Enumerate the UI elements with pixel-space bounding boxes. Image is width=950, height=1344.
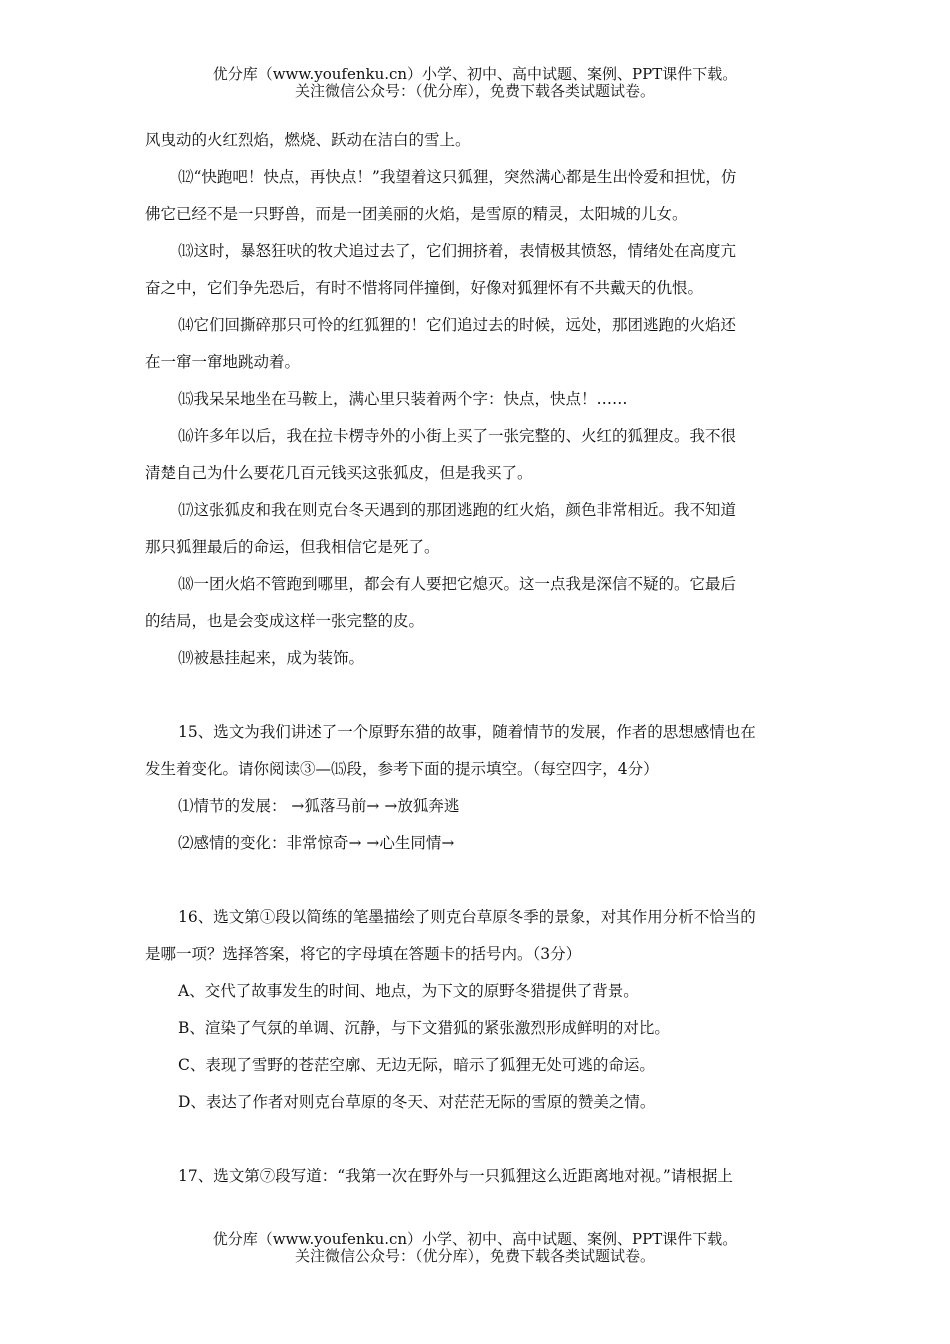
text-line: A、交代了故事发生的时间、地点，为下文的原野冬猎提供了背景。	[178, 982, 639, 1000]
text-line: ⑿“快跑吧！快点，再快点！”我望着这只狐狸，突然满心都是生出怜爱和担忧，仿	[178, 168, 737, 186]
text-line: 奋之中，它们争先恐后，有时不惜将同伴撞倒，好像对狐狸怀有不共戴天的仇恨。	[145, 279, 704, 297]
footer-line-1: 优分库（www.youfenku.cn）小学、初中、高中试题、案例、PPT课件下载。	[212, 1230, 738, 1248]
text-line: ⑴情节的发展： →狐落马前→ →放狐奔逃	[178, 797, 460, 815]
text-line: 的结局，也是会变成这样一张完整的皮。	[145, 612, 425, 630]
header-line-1: 优分库（www.youfenku.cn）小学、初中、高中试题、案例、PPT课件下载。	[212, 65, 738, 83]
text-line: C、表现了雪野的苍茫空廓、无边无际，暗示了狐狸无处可逃的命运。	[178, 1056, 655, 1074]
text-line: ⒆被悬挂起来，成为装饰。	[178, 649, 365, 667]
text-line: ⒄这张狐皮和我在则克台冬天遇到的那团逃跑的红火焰，颜色非常相近。我不知道	[178, 501, 737, 519]
text-line: ⒂我呆呆地坐在马鞍上，满心里只装着两个字：快点，快点！……	[178, 390, 628, 408]
text-line: B、渲染了气氛的单调、沉静，与下文猎狐的紧张激烈形成鲜明的对比。	[178, 1019, 670, 1037]
blank-line	[145, 1120, 813, 1157]
text-line: ⒀这时，暴怒狂吠的牧犬追过去了，它们拥挤着，表情极其愤怒，情绪处在高度亢	[178, 242, 737, 260]
text-line: ⑵感情的变化：非常惊奇→ →心生同情→	[178, 834, 455, 852]
text-line: 发生着变化。请你阅读③—⒂段，参考下面的提示填空。（每空四字，4分）	[145, 760, 659, 778]
document-body	[145, 121, 813, 1194]
text-line: D、表达了作者对则克台草原的冬天、对茫茫无际的雪原的赞美之情。	[178, 1093, 656, 1111]
blank-line	[145, 676, 813, 713]
text-line: 17、选文第⑦段写道：“我第一次在野外与一只狐狸这么近距离地对视。”请根据上	[178, 1167, 733, 1185]
footer-line-2: 关注微信公众号：（优分库），免费下载各类试题试卷。	[294, 1247, 655, 1265]
text-line: 15、选文为我们讲述了一个原野东猎的故事，随着情节的发展，作者的思想感情也在	[178, 723, 756, 741]
text-line: ⒁它们回撕碎那只可怜的红狐狸的！它们追过去的时候，远处，那团逃跑的火焰还	[178, 316, 737, 334]
header-line-2: 关注微信公众号：（优分库），免费下载各类试题试卷。	[294, 82, 655, 100]
text-line: 16、选文第①段以简练的笔墨描绘了则克台草原冬季的景象，对其作用分析不恰当的	[178, 908, 756, 926]
text-line: ⒅一团火焰不管跑到哪里，都会有人要把它熄灭。这一点我是深信不疑的。它最后	[178, 575, 737, 593]
page-footer	[0, 1231, 950, 1265]
text-line: 是哪一项？选择答案，将它的字母填在答题卡的括号内。（3分）	[145, 945, 582, 963]
text-line: 风曳动的火红烈焰，燃烧、跃动在洁白的雪上。	[145, 131, 471, 149]
blank-line	[145, 861, 813, 898]
page-header	[0, 66, 950, 100]
text-line: 佛它已经不是一只野兽，而是一团美丽的火焰，是雪原的精灵，太阳城的儿女。	[145, 205, 688, 223]
text-line: ⒃许多年以后，我在拉卡楞寺外的小街上买了一张完整的、火红的狐狸皮。我不很	[178, 427, 737, 445]
text-line: 清楚自己为什么要花几百元钱买这张狐皮，但是我买了。	[145, 464, 533, 482]
text-line: 在一窜一窜地跳动着。	[145, 353, 301, 371]
text-line: 那只狐狸最后的命运，但我相信它是死了。	[145, 538, 440, 556]
